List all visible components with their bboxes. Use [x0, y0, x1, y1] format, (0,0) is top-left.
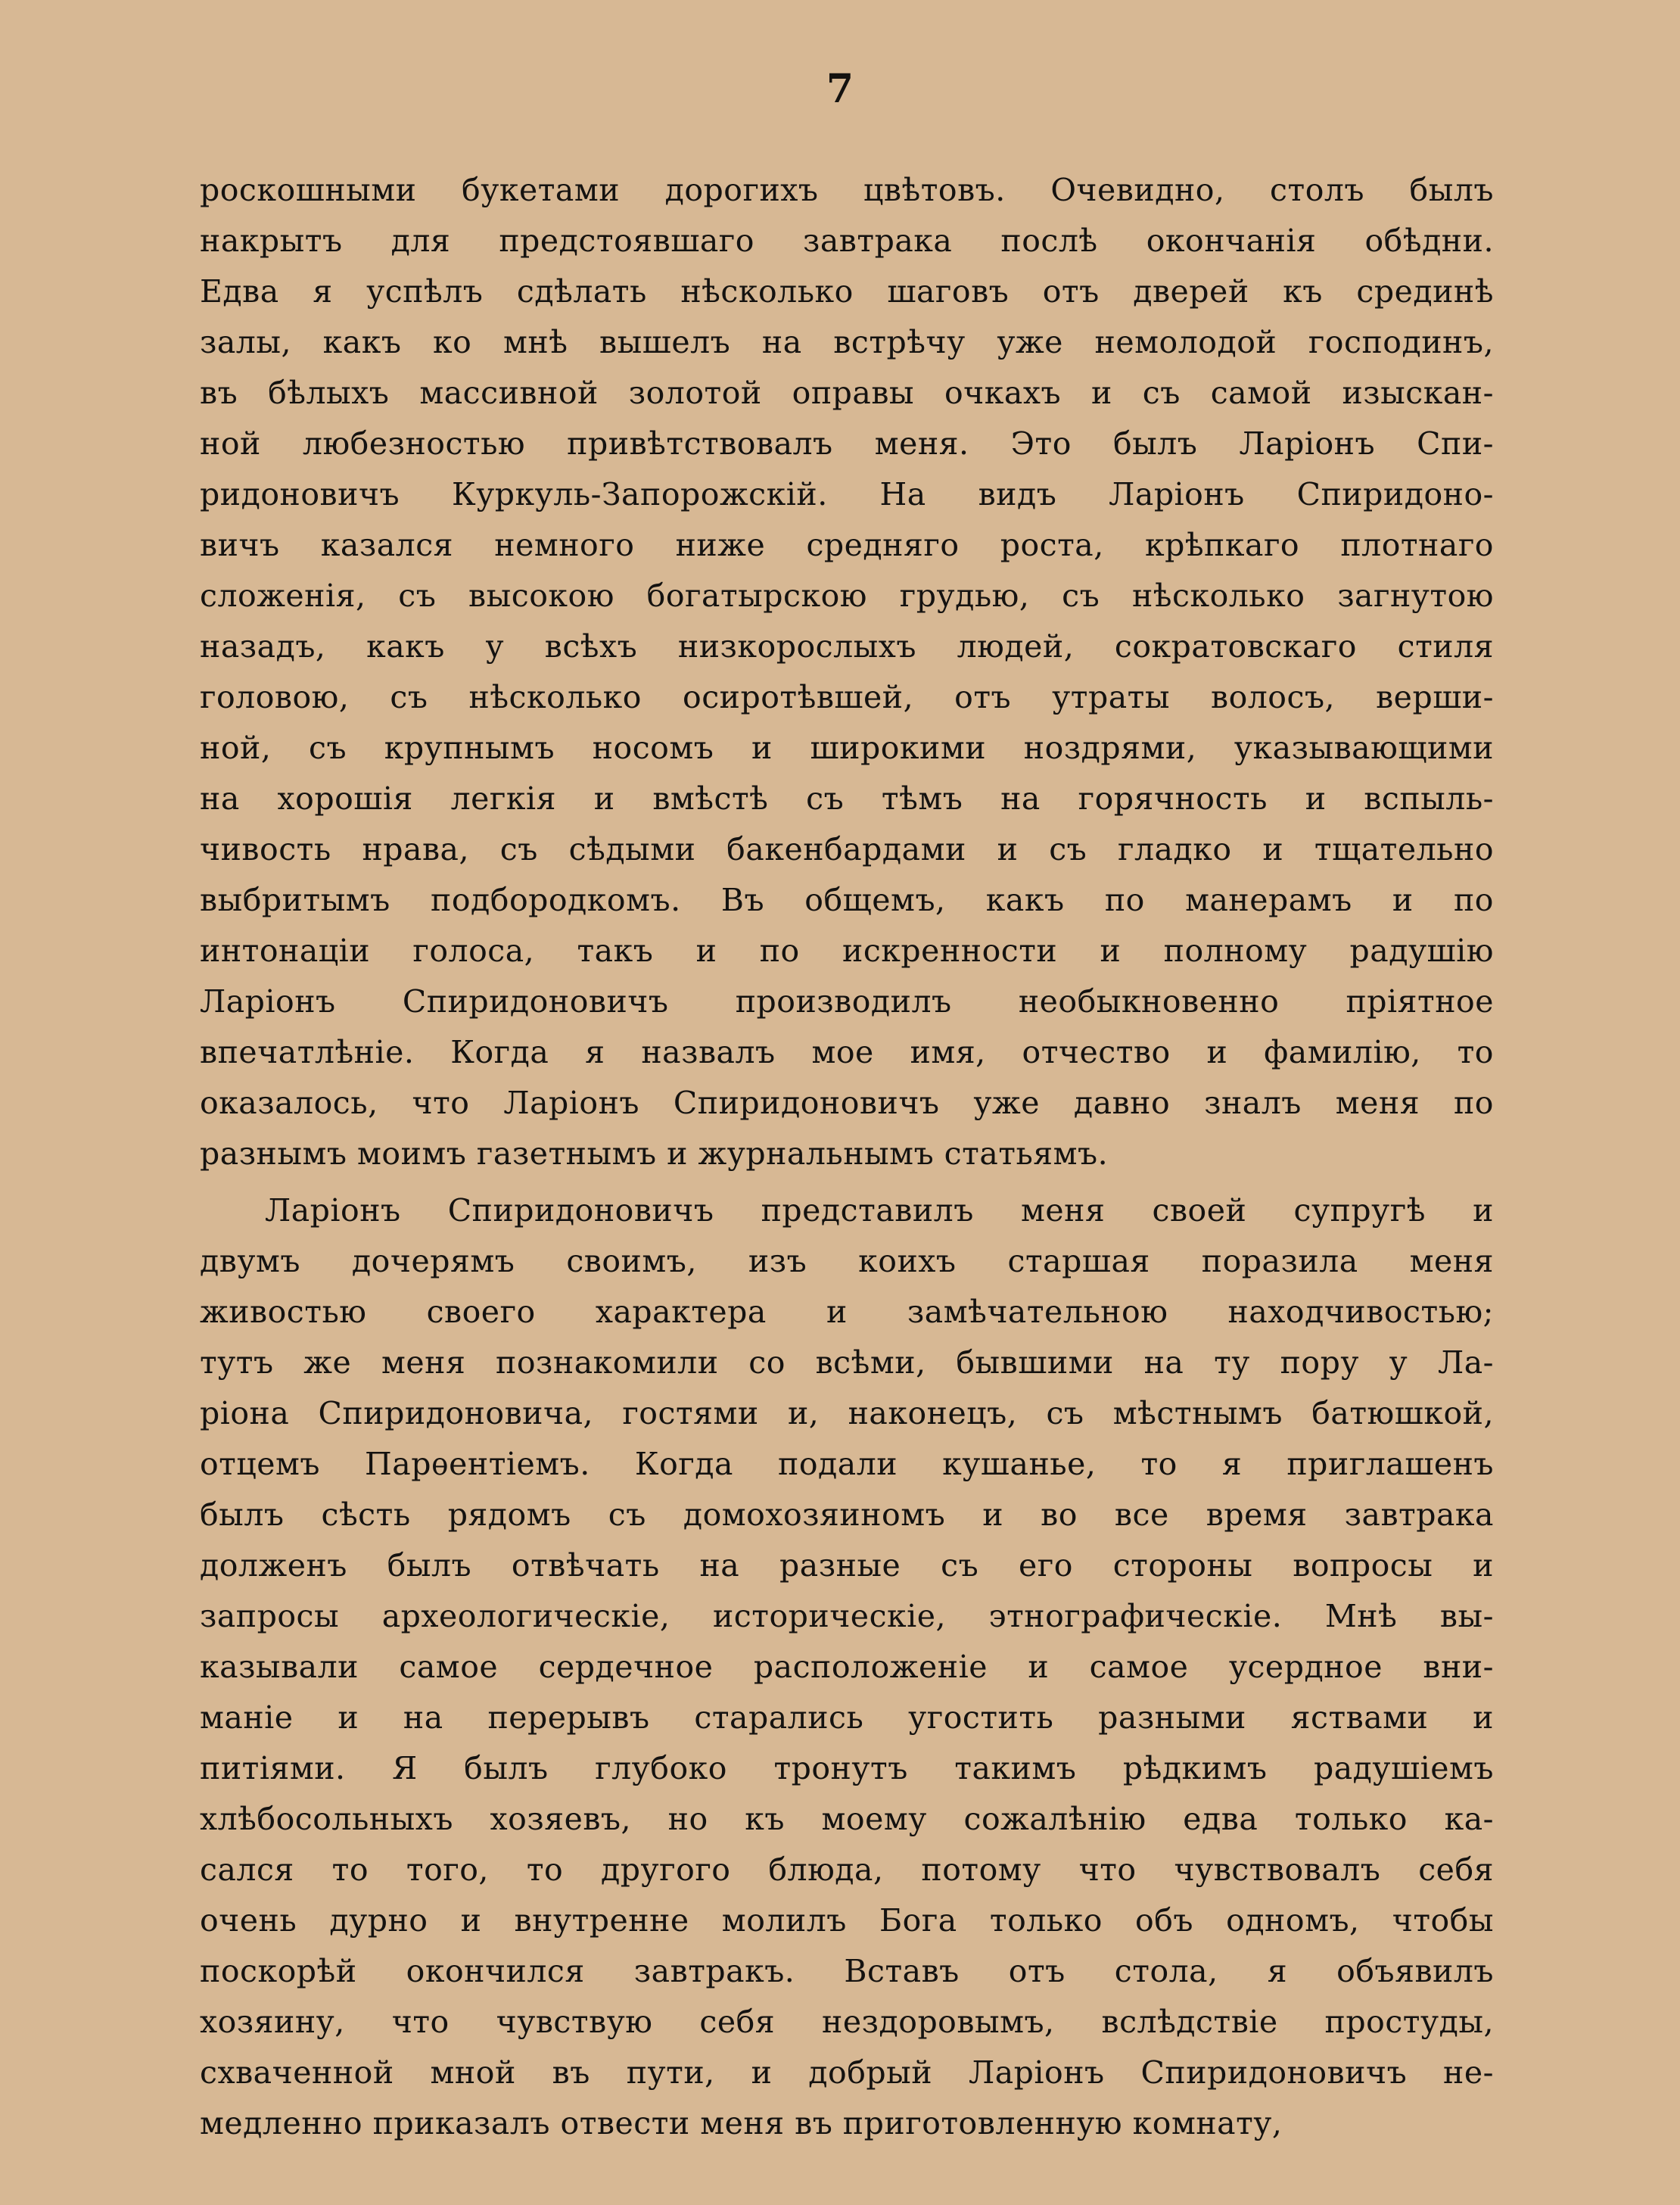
text-line: схваченной мной въ пути, и добрый Ларіонъ Спиридоновичъ не-	[200, 2054, 1494, 2091]
paragraph-gap	[200, 1179, 1494, 1185]
text-line: Едва я успѣлъ сдѣлать нѣсколько шаговъ отъ дверей къ срединѣ	[200, 273, 1494, 310]
text-line: ной любезностью привѣтствовалъ меня. Это былъ Ларіонъ Спи-	[200, 425, 1494, 462]
text-line: двумъ дочерямъ своимъ, изъ коихъ старшая поразила меня	[200, 1243, 1494, 1279]
text-line: головою, съ нѣсколько осиротѣвшей, отъ утраты волосъ, верши-	[200, 679, 1494, 715]
text-line: выбритымъ подбородкомъ. Въ общемъ, какъ по манерамъ и по	[200, 882, 1494, 918]
text-body	[200, 165, 1494, 2149]
text-line: живостью своего характера и замѣчательною находчивостью;	[200, 1294, 1494, 1330]
text-line: тутъ же меня познакомили со всѣми, бывшими на ту пору у Ла-	[200, 1344, 1494, 1381]
text-line: маніе и на перерывъ старались угостить разными яствами и	[200, 1699, 1494, 1736]
text-line: былъ сѣсть рядомъ съ домохозяиномъ и во все время завтрака	[200, 1496, 1494, 1533]
text-line: хлѣбосольныхъ хозяевъ, но къ моему сожалѣнію едва только ка-	[200, 1801, 1494, 1837]
text-line: долженъ былъ отвѣчать на разные съ его стороны вопросы и	[200, 1547, 1494, 1584]
text-line: питіями. Я былъ глубоко тронутъ такимъ рѣдкимъ радушіемъ	[200, 1750, 1494, 1786]
text-line: залы, какъ ко мнѣ вышелъ на встрѣчу уже немолодой господинъ,	[200, 324, 1494, 360]
page-number: 7	[826, 66, 854, 112]
text-line: роскошными букетами дорогихъ цвѣтовъ. Очевидно, столъ былъ	[200, 172, 1494, 208]
text-line: ной, съ крупнымъ носомъ и широкими ноздрями, указывающими	[200, 730, 1494, 766]
text-line: оказалось, что Ларіонъ Спиридоновичъ уже давно зналъ меня по	[200, 1085, 1494, 1121]
text-line: сался то того, то другого блюда, потому что чувствовалъ себя	[200, 1852, 1494, 1888]
text-line: вичъ казался немного ниже средняго роста, крѣпкаго плотнаго	[200, 527, 1494, 563]
text-line: ріона Спиридоновича, гостями и, наконецъ, съ мѣстнымъ батюшкой,	[200, 1395, 1494, 1431]
paragraph	[200, 165, 1494, 1179]
text-line: казывали самое сердечное расположеніе и самое усердное вни-	[200, 1649, 1494, 1685]
text-line: Ларіонъ Спиридоновичъ производилъ необыкновенно пріятное	[200, 983, 1494, 1020]
text-line: запросы археологическіе, историческіе, этнографическіе. Мнѣ вы-	[200, 1598, 1494, 1634]
text-line: накрытъ для предстоявшаго завтрака послѣ окончанія обѣдни.	[200, 223, 1494, 259]
text-line: отцемъ Парѳентіемъ. Когда подали кушанье, то я приглашенъ	[200, 1446, 1494, 1482]
text-line: медленно приказалъ отвести меня въ приготовленную комнату,	[200, 2105, 1283, 2141]
paragraph	[200, 1185, 1494, 2149]
text-line: чивость нрава, съ сѣдыми бакенбардами и съ гладко и тщательно	[200, 831, 1494, 867]
text-line: разнымъ моимъ газетнымъ и журнальнымъ статьямъ.	[200, 1135, 1109, 1172]
text-line: очень дурно и внутренне молилъ Бога только объ одномъ, чтобы	[200, 1902, 1494, 1939]
text-line: поскорѣй окончился завтракъ. Вставъ отъ стола, я объявилъ	[200, 1953, 1494, 1989]
text-line: ридоновичъ Куркуль-Запорожскій. На видъ Ларіонъ Спиридоно-	[200, 476, 1494, 512]
text-line: интонаціи голоса, такъ и по искренности и полному радушію	[200, 933, 1494, 969]
text-line: хозяину, что чувствую себя нездоровымъ, вслѣдствіе простуды,	[200, 2004, 1494, 2040]
text-line: на хорошія легкія и вмѣстѣ съ тѣмъ на горячность и вспыль-	[200, 780, 1494, 817]
text-line: Ларіонъ Спиридоновичъ представилъ меня своей супругѣ и	[265, 1192, 1494, 1229]
text-line: сложенія, съ высокою богатырскою грудью, съ нѣсколько загнутою	[200, 578, 1494, 614]
text-line: въ бѣлыхъ массивной золотой оправы очкахъ и съ самой изыскан-	[200, 375, 1494, 411]
text-line: впечатлѣніе. Когда я назвалъ мое имя, отчество и фамилію, то	[200, 1034, 1494, 1070]
text-line: назадъ, какъ у всѣхъ низкорослыхъ людей, сократовскаго стиля	[200, 628, 1494, 665]
